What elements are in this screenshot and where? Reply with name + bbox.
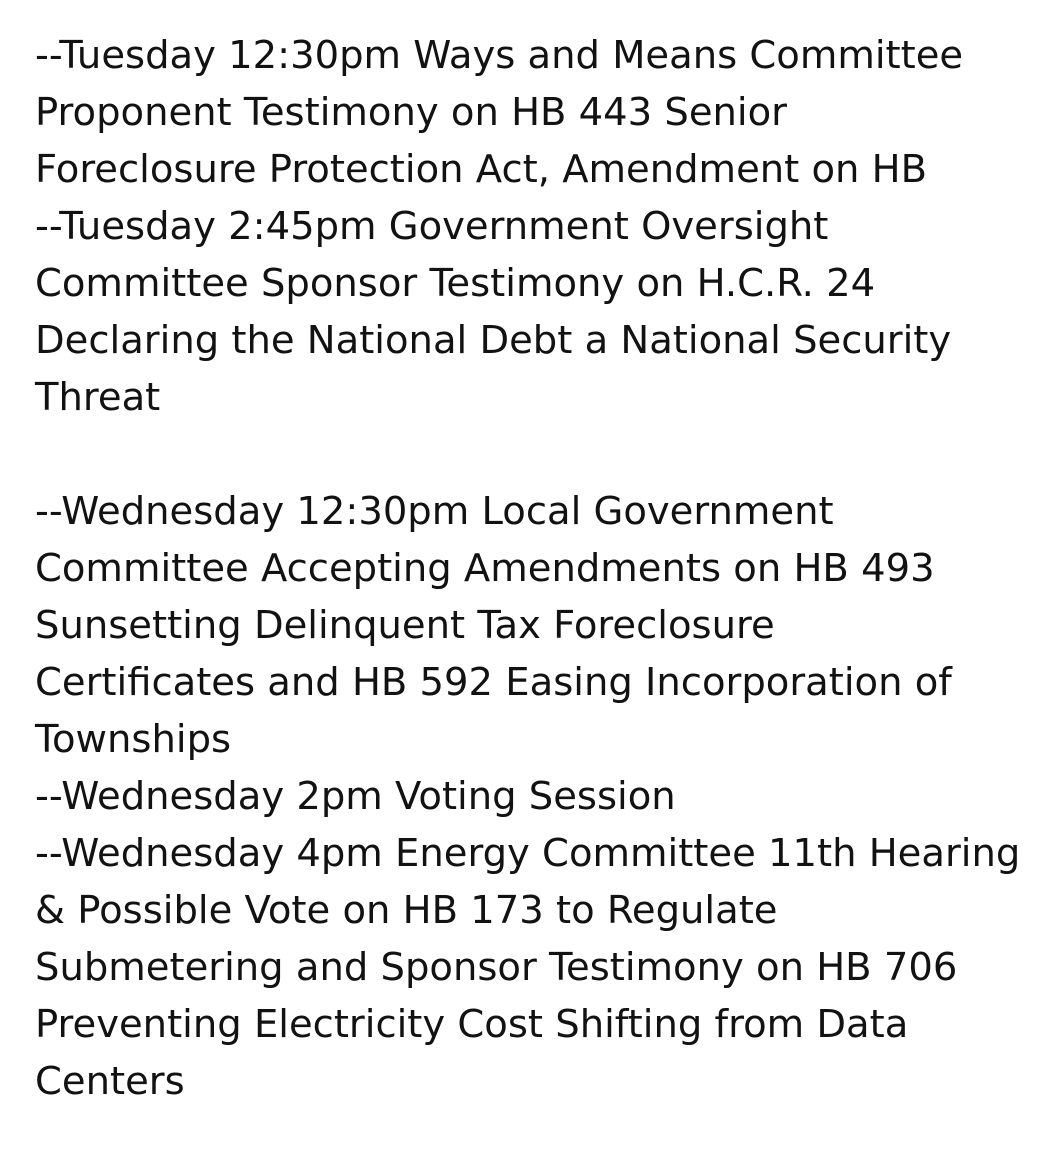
entry-text-line: Sunsetting Delinquent Tax Foreclosure (35, 603, 775, 648)
entry-text-line: --Wednesday 2pm Voting Session (35, 774, 676, 819)
entry-text-line: Committee Accepting Amendments on HB 493 (35, 546, 935, 591)
entry-text-line: Committee Sponsor Testimony on H.C.R. 24 (35, 261, 876, 306)
schedule-entry (35, 825, 1040, 1110)
entry-text-line: Submetering and Sponsor Testimony on HB 706 (35, 945, 958, 990)
tuesday-section (35, 27, 1040, 426)
schedule-entry (35, 27, 1040, 198)
entry-text-line: Declaring the National Debt a National Security (35, 318, 952, 363)
entry-text-line: Proponent Testimony on HB 443 Senior (35, 90, 788, 135)
schedule-entry (35, 198, 1040, 426)
entry-text-line: Preventing Electricity Cost Shifting from Data (35, 1002, 909, 1047)
entry-text-line: Foreclosure Protection Act, Amendment on HB (35, 147, 928, 192)
entry-text-line: --Tuesday 2:45pm Government Oversight (35, 204, 829, 249)
entry-text-line: --Tuesday 12:30pm Ways and Means Committee (35, 33, 964, 78)
entry-text-line: --Wednesday 12:30pm Local Government (35, 489, 834, 534)
entry-text-line: & Possible Vote on HB 173 to Regulate (35, 888, 778, 933)
wednesday-section (35, 483, 1040, 1110)
schedule-entry (35, 768, 1040, 825)
entry-text-line: Threat (35, 375, 161, 420)
schedule-document (35, 27, 1040, 1110)
entry-text-line: Centers (35, 1059, 185, 1104)
entry-text-line: Certificates and HB 592 Easing Incorporation of (35, 660, 952, 705)
section-spacer (35, 426, 1040, 483)
entry-text-line: Townships (35, 717, 232, 762)
entry-text-line: --Wednesday 4pm Energy Committee 11th Hearing (35, 831, 1021, 876)
schedule-entry (35, 483, 1040, 768)
